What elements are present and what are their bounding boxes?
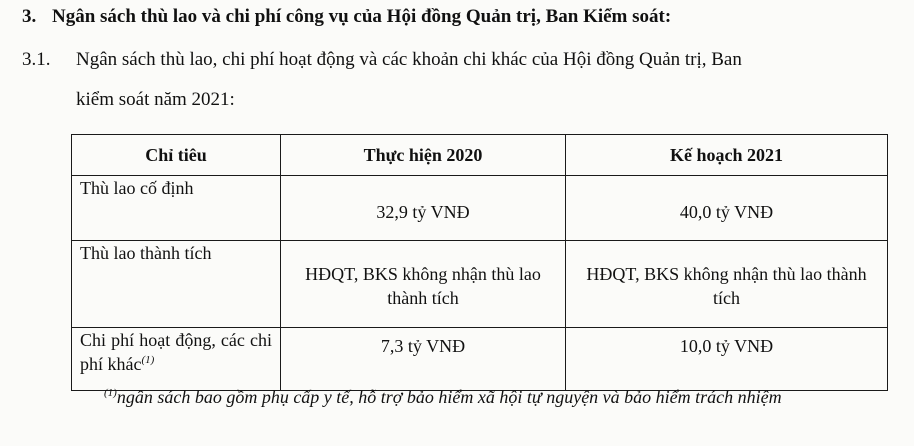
budget-table: [71, 134, 888, 391]
header-plan-2021: Kế hoạch 2021: [566, 135, 888, 176]
cell-actual-2020: HĐQT, BKS không nhận thù lao thành tích: [281, 241, 566, 328]
cell-actual-2020: 7,3 tỷ VNĐ: [281, 328, 566, 391]
row-label: Thù lao thành tích: [72, 241, 281, 328]
row-label: Chi phí hoạt động, các chi phí khác: [80, 330, 272, 375]
section-heading: [22, 6, 671, 28]
subsection-text-line2: kiểm soát năm 2021:: [76, 89, 235, 110]
footnote-text: ngân sách bao gồm phụ cấp y tế, hỗ trợ bảo hiểm xã hội tự nguyện và bảo hiểm trách nhiệm: [116, 387, 782, 407]
table-header-row: [72, 135, 888, 176]
subsection-text-line1: Ngân sách thù lao, chi phí hoạt động và các khoản chi khác của Hội đồng Quản trị, Ban: [76, 49, 742, 70]
header-criteria: Chỉ tiêu: [72, 135, 281, 176]
footnote: [104, 384, 884, 410]
subsection-heading: [22, 49, 742, 71]
footnote-reference: (1): [141, 354, 155, 367]
header-actual-2020: Thực hiện 2020: [281, 135, 566, 176]
footnote-marker: (1): [104, 387, 117, 399]
row-label-cell: [72, 328, 281, 391]
section-number: 3.: [22, 6, 37, 27]
section-title: Ngân sách thù lao và chi phí công vụ của Hội đồng Quản trị, Ban Kiểm soát:: [52, 6, 672, 27]
table-row: [72, 176, 888, 241]
row-label: Thù lao cố định: [72, 176, 281, 241]
cell-plan-2021: 10,0 tỷ VNĐ: [566, 328, 888, 391]
cell-plan-2021: HĐQT, BKS không nhận thù lao thành tích: [566, 241, 888, 328]
cell-actual-2020: 32,9 tỷ VNĐ: [281, 176, 566, 241]
table-row: [72, 328, 888, 391]
subsection-number: 3.1.: [22, 49, 51, 70]
cell-plan-2021: 40,0 tỷ VNĐ: [566, 176, 888, 241]
table-row: [72, 241, 888, 328]
